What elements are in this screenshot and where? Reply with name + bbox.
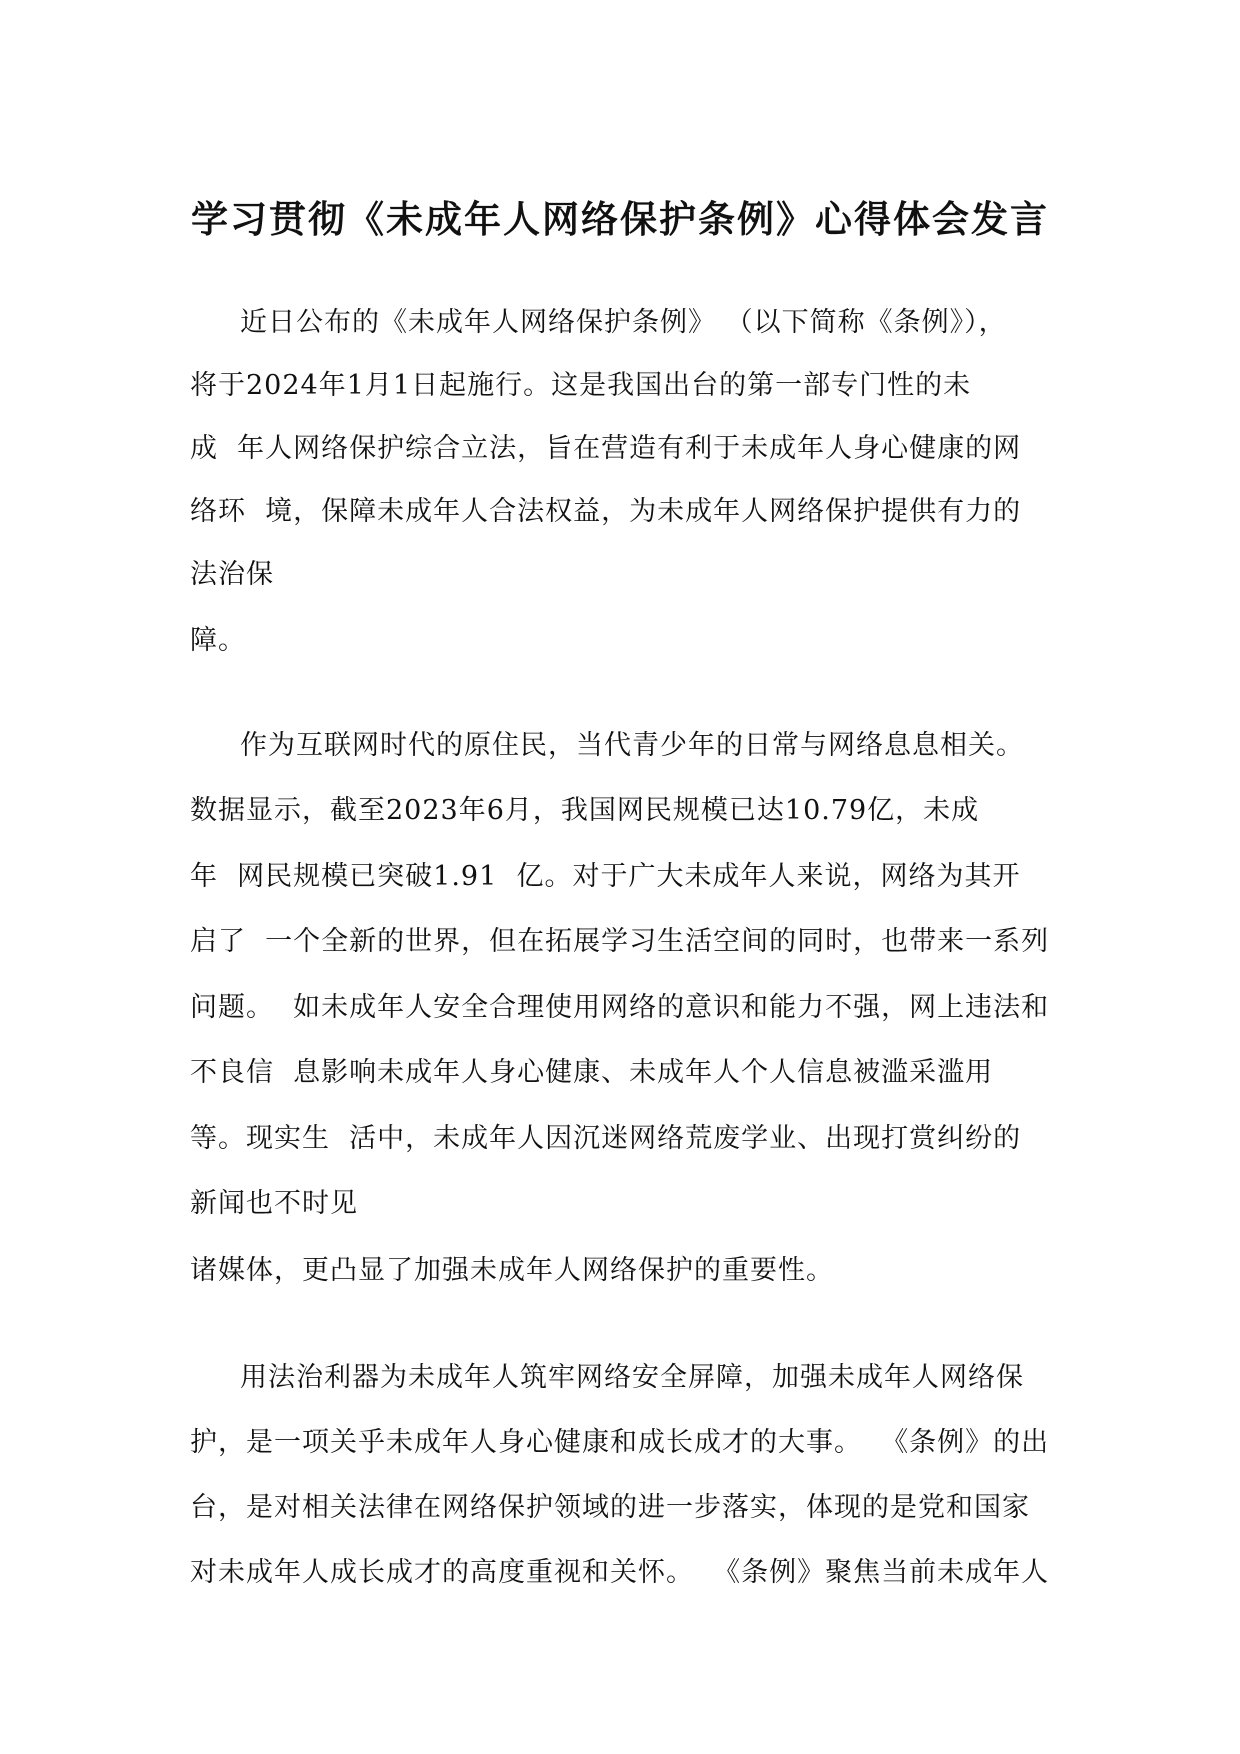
paragraph-1-line-2: 将于2024年1月1日起施行。这是我国出台的第一部专门性的未	[190, 370, 972, 401]
paragraph-2-line-3: 年 网民规模已突破1.91 亿。对于广大未成年人来说，网络为其开	[190, 861, 1021, 892]
paragraph-1-line-6: 障。	[190, 625, 246, 656]
paragraph-1-line-1: 近日公布的《未成年人网络保护条例》 （以下简称《条例》），	[240, 307, 1007, 338]
paragraph-2-line-9: 诸媒体，更凸显了加强未成年人网络保护的重要性。	[190, 1255, 834, 1286]
paragraph-1-line-4: 络环 境，保障未成年人合法权益，为未成年人网络保护提供有力的	[190, 496, 1022, 527]
paragraph-1-line-5: 法治保	[190, 559, 274, 590]
paragraph-3-line-3: 台，是对相关法律在网络保护领域的进一步落实，体现的是党和国家	[190, 1492, 1030, 1523]
paragraph-2-line-5: 问题。 如未成年人安全合理使用网络的意识和能力不强，网上违法和	[190, 992, 1050, 1023]
paragraph-1-line-3: 成 年人网络保护综合立法，旨在营造有利于未成年人身心健康的网	[190, 433, 1022, 464]
paragraph-2-line-6: 不良信 息影响未成年人身心健康、未成年人个人信息被滥采滥用	[190, 1057, 994, 1088]
paragraph-2-line-7: 等。现实生 活中，未成年人因沉迷网络荒废学业、出现打赏纠纷的	[190, 1123, 1022, 1154]
paragraph-2-line-2: 数据显示，截至2023年6月，我国网民规模已达10.79亿，未成	[190, 795, 980, 826]
paragraph-2-line-1: 作为互联网时代的原住民，当代青少年的日常与网络息息相关。	[240, 730, 1024, 761]
paragraph-2-line-4: 启了 一个全新的世界，但在拓展学习生活空间的同时，也带来一系列	[190, 926, 1050, 957]
paragraph-2-line-8: 新闻也不时见	[190, 1188, 358, 1219]
paragraph-3-line-4: 对未成年人成长成才的高度重视和关怀。 《条例》聚焦当前未成年人	[190, 1557, 1050, 1588]
paragraph-3-line-2: 护，是一项关乎未成年人身心健康和成长成才的大事。 《条例》的出	[190, 1427, 1050, 1458]
paragraph-3-line-1: 用法治利器为未成年人筑牢网络安全屏障，加强未成年人网络保	[240, 1362, 1024, 1393]
page-title: 学习贯彻《未成年人网络保护条例》心得体会发言	[191, 198, 1049, 241]
